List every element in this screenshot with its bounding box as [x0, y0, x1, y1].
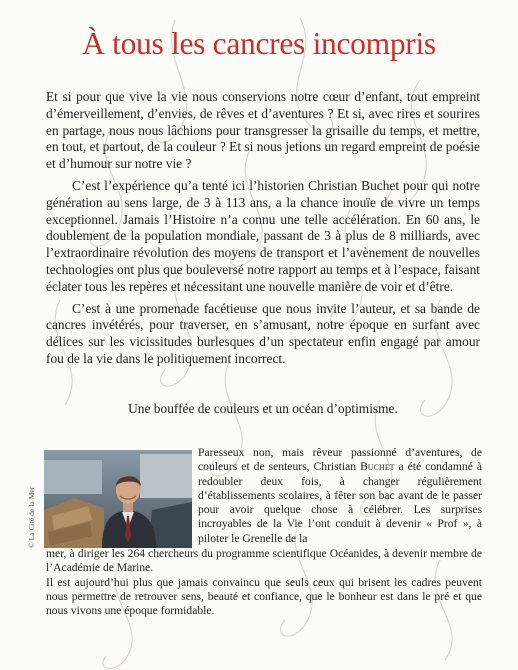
tagline: Une bouffée de couleurs et un océan d’optimisme.: [128, 401, 398, 416]
bio-text-part-2: a été condamné à redoubler deux fois, à changer régulièrement d’établissements scolaires, à fêter son bac avant de le passer pour avoir quelque chose à célébrer. Les surprises incroyables de la Vie l’ont conduit à devenir « Prof », à piloter le Grenelle de la: [198, 460, 482, 545]
author-bio-intro: [198, 446, 482, 546]
blurb-paragraph-2: C’est l’expérience qu’a tenté ici l’historien Christian Buchet pour qui notre génération au sens large, de 3 à 113 ans, a la chance inouïe de vivre un temps exceptionnel. Jamais l’Histoire n’a connu une telle accélération. En 60 ans, le doublement de la population mondiale, passant de 3 à plus de 8 milliards, avec l’extraordinaire révolution des moyens de transport et l’avènement de nouvelles technologies ont plus que bouleversé notre rapport au temps et à l’espace, faisant éclater tous les repères et nécessitant une nouvelle manière de voir et d’être.: [46, 177, 480, 294]
author-surname: Buchet: [360, 460, 395, 474]
photo-credit: © La Cité de la Mer: [27, 486, 36, 548]
bio-text-part-4: Il est aujourd’hui plus que jamais convaincu que seuls ceux qui brisent les cadres peuvent nous permettre de retrouver sens, beauté et confiance, que le bonheur est dans le pré et que nous vivons une époque formidable.: [46, 575, 482, 618]
book-title: À tous les cancres incompris: [82, 26, 436, 61]
blurb-body: [46, 89, 480, 373]
author-bio: [198, 446, 482, 546]
author-bio-continued: [46, 547, 482, 618]
author-photo-frame: [44, 450, 192, 548]
author-portrait-photo-icon: [44, 450, 192, 548]
blurb-paragraph-3: C’est à une promenade facétieuse que nous invite l’auteur, et sa bande de cancres invétérés, pour traverser, en s’amusant, notre époque en surfant avec délices sur les vicissitudes burlesques d’un spectateur enfin engagé par amour fou de la vie dans le politiquement incorrect.: [46, 300, 480, 366]
bio-text-part-1: Paresseux non, mais rêveur passionné d’aventures, de couleurs et de senteurs, Christian: [198, 446, 482, 474]
bio-text-part-3: mer, à diriger les 264 chercheurs du programme scientifique Océanides, à devenir membre de l’Académie de Marine.: [46, 547, 482, 575]
blurb-paragraph-1: Et si pour que vive la vie nous conservions notre cœur d’enfant, tout empreint d’émerveillement, d’envies, de rêves et d’aventures ? Et si, avec rires et sourires en partage, nous nous lâchions pour transgresser la grisaille du temps, et mettre, en tout, et partout, de la couleur ? Et si nous jetions un regard empreint de poésie et d’humour sur notre vie ?: [46, 89, 480, 172]
